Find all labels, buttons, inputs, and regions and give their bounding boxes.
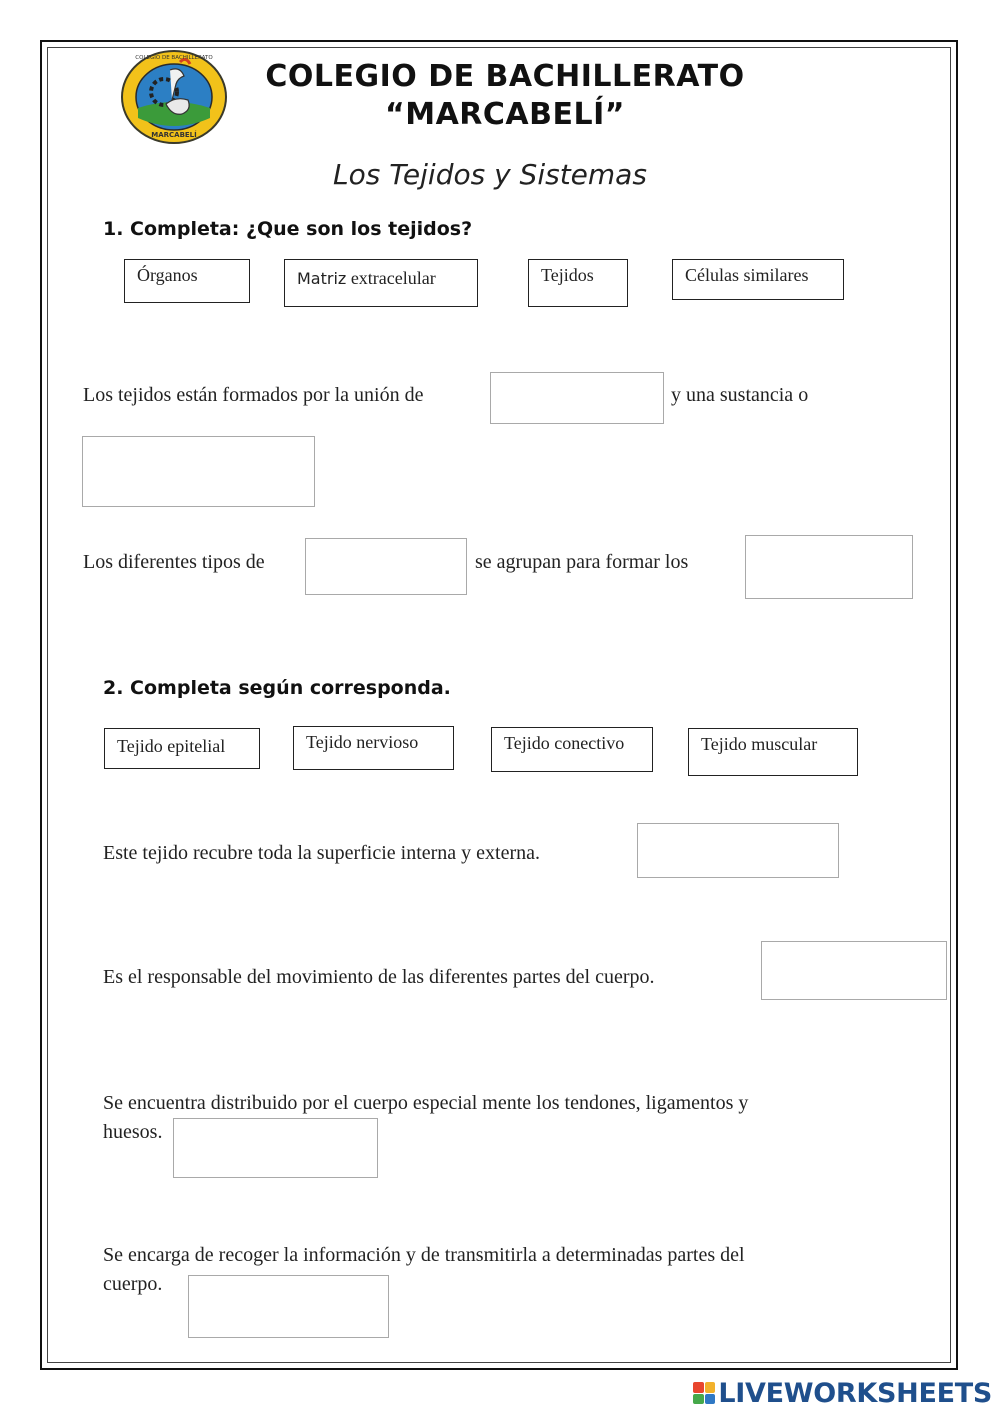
word-bank-item[interactable]: Tejido conectivo <box>491 727 653 772</box>
word-bank-item-part: Matriz <box>297 269 347 288</box>
answer-input[interactable] <box>490 372 664 424</box>
worksheet-title: Los Tejidos y Sistemas <box>333 158 647 191</box>
answer-input[interactable] <box>637 823 839 878</box>
logo-bottom-text: MARCABELÍ <box>151 131 197 139</box>
question4-line1: Se encarga de recoger la información y de transmitirla a determinadas partes del <box>103 1244 745 1266</box>
word-bank-item[interactable]: Tejidos <box>528 259 628 307</box>
school-name-line1: COLEGIO DE BACHILLERATO <box>265 59 745 94</box>
section2-title: 2. Completa según corresponda. <box>103 677 451 699</box>
question2-text: Es el responsable del movimiento de las diferentes partes del cuerpo. <box>103 966 655 988</box>
word-bank-item[interactable]: Tejido nervioso <box>293 726 454 770</box>
sentence2-middle: se agrupan para formar los <box>475 551 689 573</box>
word-bank-item-part: extracelular <box>346 268 436 288</box>
word-bank-item[interactable]: Órganos <box>124 259 250 303</box>
liveworksheets-logo-icon <box>693 1382 715 1404</box>
answer-input[interactable] <box>188 1275 389 1338</box>
question3-line1: Se encuentra distribuido por el cuerpo especial mente los tendones, ligamentos y <box>103 1092 749 1114</box>
answer-input[interactable] <box>173 1118 378 1178</box>
answer-input[interactable] <box>305 538 467 595</box>
logo-ring-text: COLEGIO DE BACHILLERATO <box>135 55 213 61</box>
word-bank-item[interactable] <box>284 259 478 307</box>
word-bank-item[interactable]: Tejido epitelial <box>104 728 260 769</box>
word-bank-item[interactable]: Tejido muscular <box>688 728 858 776</box>
answer-input[interactable] <box>761 941 947 1000</box>
sentence1-before: Los tejidos están formados por la unión de <box>83 384 424 406</box>
question3-line2: huesos. <box>103 1121 163 1143</box>
sentence1-after: y una sustancia o <box>671 384 809 406</box>
school-name-line2: “MARCABELÍ” <box>385 97 625 132</box>
question1-text: Este tejido recubre toda la superficie interna y externa. <box>103 842 541 864</box>
liveworksheets-text: LIVEWORKSHEETS <box>718 1377 992 1409</box>
logo-square <box>693 1382 704 1393</box>
logo-square <box>705 1382 716 1393</box>
question4-line2: cuerpo. <box>103 1273 163 1295</box>
answer-input[interactable] <box>745 535 913 599</box>
liveworksheets-brand[interactable] <box>693 1377 992 1409</box>
word-bank-item[interactable]: Células similares <box>672 259 844 300</box>
logo-square <box>693 1394 704 1405</box>
section1-title: 1. Completa: ¿Que son los tejidos? <box>103 218 473 240</box>
sentence2-before: Los diferentes tipos de <box>83 551 265 573</box>
logo-square <box>705 1394 716 1405</box>
answer-input[interactable] <box>82 436 315 507</box>
